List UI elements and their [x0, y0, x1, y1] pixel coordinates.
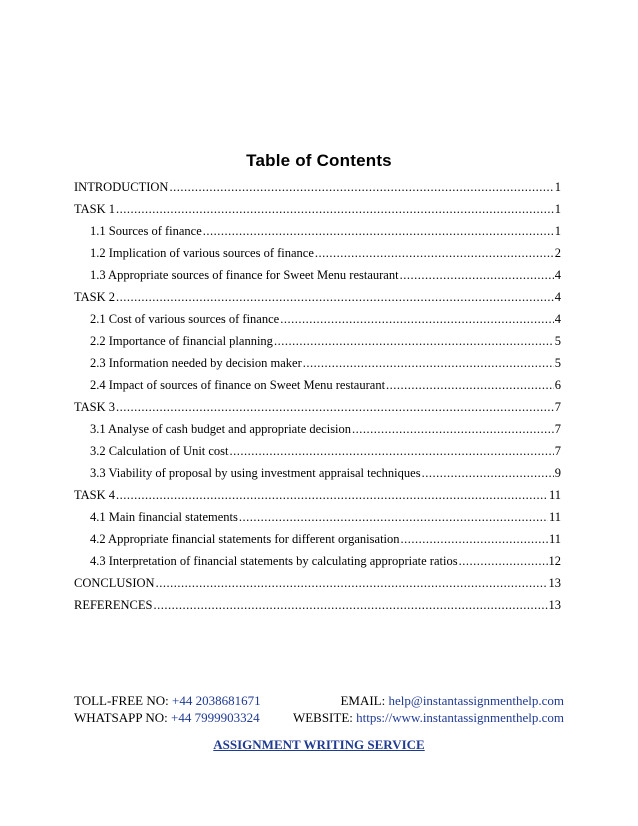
toc-entry-label: 2.3 Information needed by decision maker: [90, 356, 302, 370]
toc-entry[interactable]: [74, 528, 561, 550]
email-info: [294, 692, 564, 709]
toc-entry-label: TASK 3: [74, 400, 116, 414]
toc-entry-label: REFERENCES: [74, 598, 153, 612]
toc-dot-leader: [315, 242, 554, 264]
table-of-contents: [74, 176, 561, 616]
tollfree-info: [74, 692, 294, 709]
toc-entry-page-number: 6: [554, 378, 561, 392]
whatsapp-label: WHATSAPP NO:: [74, 710, 168, 725]
toc-entry-label: 1.2 Implication of various sources of finance: [90, 246, 314, 260]
toc-entry-label: 2.1 Cost of various sources of finance: [90, 312, 280, 326]
toc-dot-leader: [400, 264, 554, 286]
toc-dot-leader: [352, 418, 554, 440]
toc-title: Table of Contents: [246, 151, 392, 170]
toc-entry-page-number: 9: [554, 466, 561, 480]
toc-entry-page-number: 7: [554, 400, 561, 414]
toc-dot-leader: [203, 220, 554, 242]
whatsapp-info: [74, 709, 293, 726]
toc-dot-leader: [116, 198, 554, 220]
toc-entry[interactable]: [74, 242, 561, 264]
toc-entry[interactable]: [74, 198, 561, 220]
toc-entry[interactable]: [74, 264, 561, 286]
toc-entry[interactable]: [74, 308, 561, 330]
toc-entry[interactable]: [74, 286, 561, 308]
toc-entry-page-number: 13: [548, 598, 561, 612]
toc-entry[interactable]: [74, 484, 561, 506]
toc-dot-leader: [156, 572, 548, 594]
toc-entry-page-number: 12: [548, 554, 561, 568]
toc-dot-leader: [154, 594, 548, 616]
footer-row-1: [74, 692, 564, 709]
toc-entry-page-number: 2: [554, 246, 561, 260]
toc-entry-label: 4.2 Appropriate financial statements for different organisation: [90, 532, 400, 546]
toc-entry[interactable]: [74, 220, 561, 242]
toc-entry-label: TASK 2: [74, 290, 116, 304]
service-link[interactable]: ASSIGNMENT WRITING SERVICE: [213, 737, 425, 752]
toc-entry[interactable]: [74, 418, 561, 440]
toc-dot-leader: [386, 374, 554, 396]
toc-entry-page-number: 4: [554, 268, 561, 282]
whatsapp-number[interactable]: +44 7999903324: [171, 710, 260, 725]
toc-dot-leader: [116, 484, 548, 506]
footer-row-2: [74, 709, 564, 726]
tollfree-label: TOLL-FREE NO:: [74, 693, 169, 708]
toc-entry-page-number: 5: [554, 334, 561, 348]
toc-entry-label: 3.2 Calculation of Unit cost: [90, 444, 229, 458]
toc-dot-leader: [116, 396, 554, 418]
email-link[interactable]: help@instantassignmenthelp.com: [388, 693, 564, 708]
email-label: EMAIL:: [340, 693, 386, 708]
toc-entry[interactable]: [74, 572, 561, 594]
toc-entry[interactable]: [74, 396, 561, 418]
website-label: WEBSITE:: [292, 710, 353, 725]
toc-entry-page-number: 1: [554, 180, 561, 194]
toc-dot-leader: [401, 528, 548, 550]
toc-entry-label: 3.3 Viability of proposal by using investment appraisal techniques: [90, 466, 421, 480]
toc-entry-page-number: 11: [548, 510, 561, 524]
toc-dot-leader: [230, 440, 554, 462]
toc-entry-page-number: 7: [554, 422, 561, 436]
toc-entry[interactable]: [74, 462, 561, 484]
toc-dot-leader: [274, 330, 554, 352]
toc-entry-label: 1.1 Sources of finance: [90, 224, 202, 238]
toc-entry-label: 4.3 Interpretation of financial statements by calculating appropriate ratios: [90, 554, 458, 568]
contact-footer: [74, 692, 564, 726]
toc-entry-label: 1.3 Appropriate sources of finance for Sweet Menu restaurant: [90, 268, 399, 282]
toc-entry-label: TASK 4: [74, 488, 116, 502]
toc-entry-label: TASK 1: [74, 202, 116, 216]
toc-entry-label: INTRODUCTION: [74, 180, 169, 194]
toc-entry-page-number: 1: [554, 224, 561, 238]
toc-entry-page-number: 1: [554, 202, 561, 216]
toc-entry-label: 3.1 Analyse of cash budget and appropriate decision: [90, 422, 352, 436]
toc-entry-page-number: 4: [554, 312, 561, 326]
toc-entry-label: 2.2 Importance of financial planning: [90, 334, 273, 348]
toc-dot-leader: [422, 462, 554, 484]
toc-dot-leader: [116, 286, 554, 308]
website-link[interactable]: https://www.instantassignmenthelp.com: [356, 710, 564, 725]
toc-entry-page-number: 5: [554, 356, 561, 370]
toc-entry-page-number: 4: [554, 290, 561, 304]
toc-entry[interactable]: [74, 176, 561, 198]
toc-entry[interactable]: [74, 506, 561, 528]
website-info: [293, 709, 564, 726]
toc-entry[interactable]: [74, 550, 561, 572]
toc-entry-page-number: 7: [554, 444, 561, 458]
toc-entry[interactable]: [74, 374, 561, 396]
toc-entry-label: 4.1 Main financial statements: [90, 510, 238, 524]
toc-dot-leader: [280, 308, 554, 330]
toc-dot-leader: [459, 550, 548, 572]
toc-entry[interactable]: [74, 352, 561, 374]
toc-entry-page-number: 11: [548, 488, 561, 502]
toc-entry[interactable]: [74, 594, 561, 616]
toc-entry-label: CONCLUSION: [74, 576, 155, 590]
toc-entry-label: 2.4 Impact of sources of finance on Sweet Menu restaurant: [90, 378, 386, 392]
toc-entry[interactable]: [74, 330, 561, 352]
toc-entry-page-number: 11: [548, 532, 561, 546]
toc-entry-page-number: 13: [548, 576, 561, 590]
toc-dot-leader: [239, 506, 548, 528]
toc-entry[interactable]: [74, 440, 561, 462]
toc-dot-leader: [303, 352, 554, 374]
toc-dot-leader: [169, 176, 553, 198]
tollfree-number[interactable]: +44 2038681671: [171, 693, 261, 708]
